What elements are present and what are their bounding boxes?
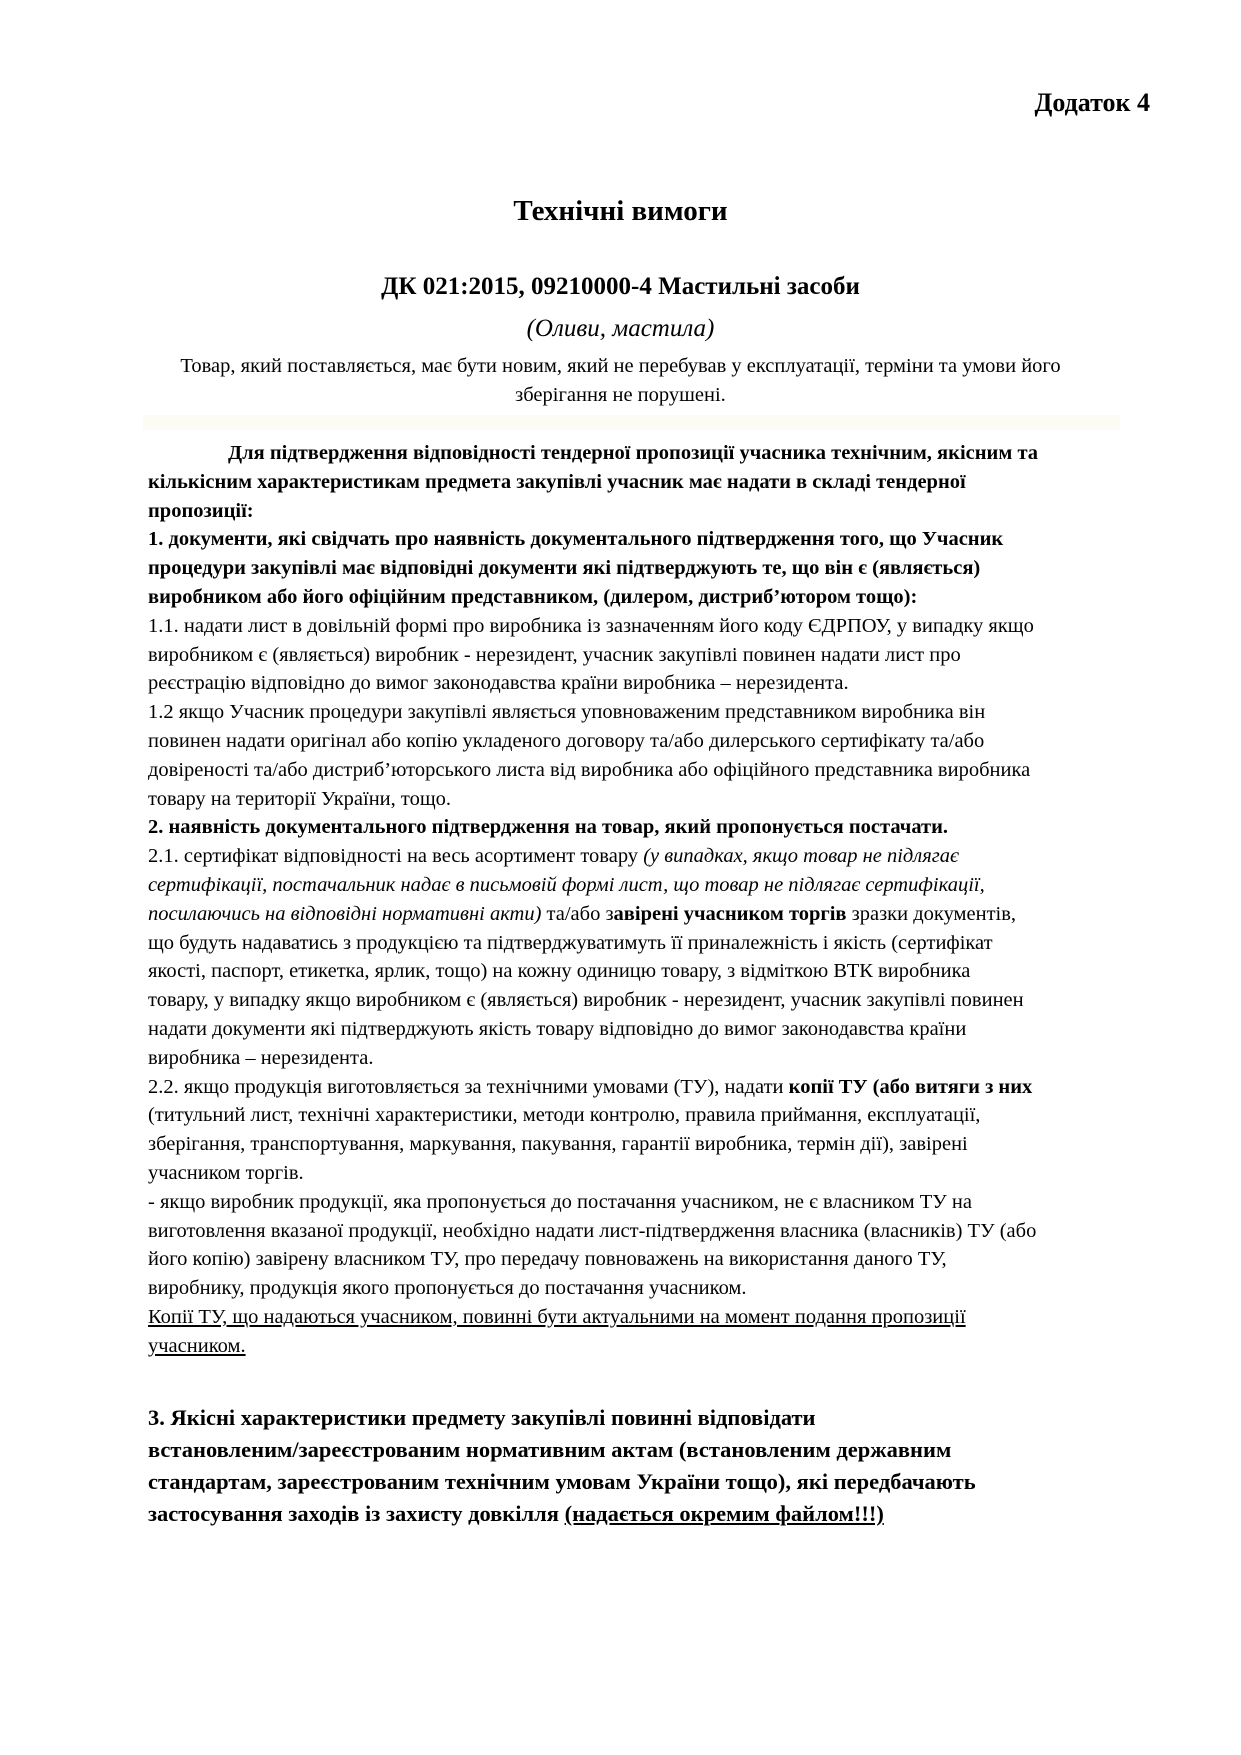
item-2-1-line: товару, у випадку якщо виробником є (являється) виробник - нерезидент, учасник закупівлі повинен [148, 989, 1024, 1012]
section-3-line: встановленим/зареєстрованим нормативним актам (встановленим державним [148, 1437, 952, 1462]
dash-item-line: його копію) завірену власником ТУ, про передачу повноважень на використання даного ТУ, [148, 1248, 947, 1271]
item-2-1-text: 2.1. сертифікат відповідності на весь асортимент товару [148, 845, 644, 868]
requirements-body [148, 439, 1088, 1361]
lead-paragraph-line: пропозиції: [148, 499, 254, 522]
item-2-1-line [148, 842, 1088, 871]
item-2-1-bold-text: авірені учасником торгів [613, 902, 847, 925]
item-2-1-line [148, 900, 1088, 929]
item-2-1-line: сертифікації, постачальник надає в письмовій формі лист, що товар не підлягає сертифікації, [148, 873, 985, 896]
product-type-heading: (Оливи, мастила) [526, 315, 715, 342]
item-1-2-line: довіреності та/або дистриб’юторського листа від виробника або офіційного представника виробника [148, 758, 1031, 781]
item-2-2-line: учасником торгів. [148, 1161, 304, 1184]
item-2-1-text: та/або з [541, 902, 614, 925]
item-2-1-italic-note: посилаючись на відповідні нормативні акти) [148, 902, 542, 925]
lead-paragraph-line: кількісним характеристикам предмета закупівлі учасник має надати в складі тендерної [148, 470, 966, 493]
intro-line: Товар, який поставляється, має бути новим, який не перебував у експлуатації, терміни та умови його [180, 355, 1061, 377]
item-2-2-bold-text: копії ТУ (або витяги з них [788, 1075, 1033, 1098]
highlight-band [143, 415, 1120, 430]
page-title: Технічні вимоги [513, 195, 728, 227]
item-1-2-line: 1.2 якщо Учасник процедури закупівлі являється уповноваженим представником виробника він [148, 701, 986, 724]
appendix-label: Додаток 4 [1034, 88, 1150, 117]
item-2-1-line: що будуть надаватись з продукцією та підтверджуватимуть її приналежність і якість (сертифікат [148, 931, 993, 954]
intro-paragraph [140, 352, 1101, 410]
underlined-note-text: учасником. [148, 1334, 246, 1357]
section-3-line: 3. Якісні характеристики предмету закупівлі повинні відповідати [148, 1405, 816, 1430]
item-1-2-line: повинен надати оригінал або копію укладеного договору та/або дилерського сертифікату та/або [148, 729, 985, 752]
item-1-1-line: виробником є (являється) виробник - нерезидент, учасник закупівлі повинен надати лист про [148, 643, 961, 666]
item-2-1-line: виробника – нерезидента. [148, 1046, 374, 1069]
item-1-heading-line: процедури закупівлі має відповідні документи які підтверджують те, що він є (являється) [148, 557, 981, 580]
section-3-line: стандартам, зареєстрованим технічним умовам України тощо), які передбачають [148, 1469, 976, 1494]
item-2-1-italic-note: (у випадках, якщо товар не підлягає [643, 845, 959, 868]
section-3-line [148, 1498, 1108, 1530]
dash-item-line: виробнику, продукція якого пропонується до постачання учасником. [148, 1277, 747, 1300]
item-1-2-line: товару на території України, тощо. [148, 787, 451, 810]
item-2-1-line: надати документи які підтверджують якість товару відповідно до вимог законодавства країни [148, 1017, 967, 1040]
item-2-heading: 2. наявність документального підтвердження на товар, який пропонується постачати. [148, 816, 949, 839]
lead-paragraph-line: Для підтвердження відповідності тендерної пропозиції учасника технічним, якісним та [228, 442, 1039, 464]
item-1-1-line: 1.1. надати лист в довільній формі про виробника із зазначенням його коду ЄДРПОУ, у випадку якщо [148, 614, 1034, 637]
dash-item-line: виготовлення вказаної продукції, необхідно надати лист-підтвердження власника (власників) ТУ (або [148, 1219, 1037, 1242]
item-1-1-line: реєстрацію відповідно до вимог законодавства країни виробника – нерезидента. [148, 672, 849, 695]
dash-item-line: - якщо виробник продукції, яка пропонується до постачання учасником, не є власником ТУ на [148, 1190, 972, 1213]
item-1-heading-line: 1. документи, які свідчать про наявність документального підтвердження того, що Учасник [148, 528, 1004, 551]
section-3-paragraph [148, 1402, 1108, 1530]
separate-file-note: (надається окремим файлом!!!) [564, 1501, 884, 1526]
item-2-1-line: якості, паспорт, етикетка, ярлик, тощо) на кожну одиницю товару, з відміткою ВТК виробника [148, 960, 971, 983]
underlined-note-text: Копії ТУ, що надаються учасником, повинні бути актуальними на момент подання пропозиції [148, 1305, 966, 1328]
underlined-note-line [148, 1332, 1088, 1361]
item-2-2-text: 2.2. якщо продукція виготовляється за технічними умовами (ТУ), надати [148, 1075, 789, 1098]
item-2-1-text: зразки документів, [846, 902, 1017, 925]
cpv-code-heading: ДК 021:2015, 09210000-4 Мастильні засоби [381, 273, 860, 300]
underlined-note-line [148, 1303, 1088, 1332]
item-1-heading-line: виробником або його офіційним представником, (дилером, дистриб’ютором тощо): [148, 585, 918, 608]
item-2-2-line: (титульний лист, технічні характеристики, методи контролю, правила приймання, експлуатації, [148, 1104, 981, 1127]
section-3-text: застосування заходів із захисту довкілля [148, 1501, 565, 1526]
item-2-2-line [148, 1073, 1088, 1102]
item-2-2-line: зберігання, транспортування, маркування, пакування, гарантії виробника, термін дії), завірені [148, 1133, 968, 1156]
intro-line: зберігання не порушені. [515, 384, 726, 406]
